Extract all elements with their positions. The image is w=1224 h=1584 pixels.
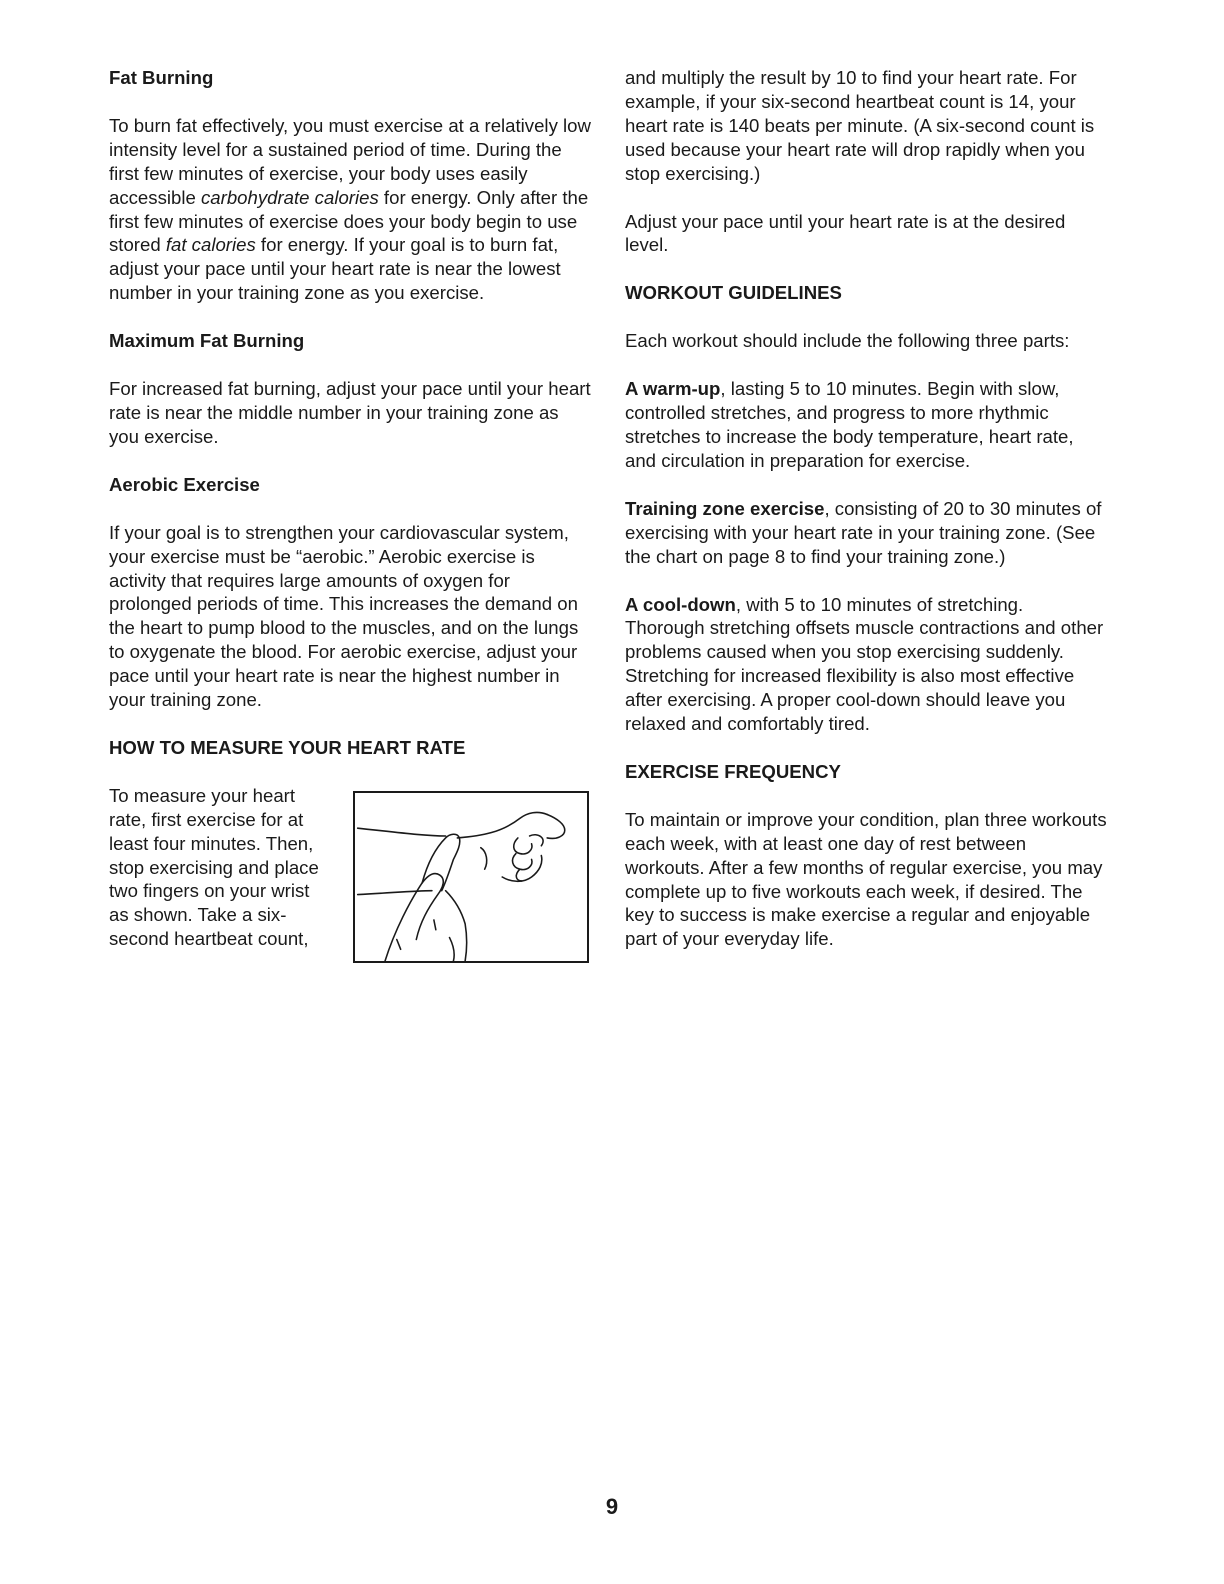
fat-burning-text-3: for energy. If your goal is to burn fat, adjust your pace until your heart rate is near the lowest number in your training zone as you exercise. [109, 234, 561, 304]
fat-burning-text-1: To burn fat effectively, you must exercise at a relatively low intensity level for a sustained period of time. During the first few minutes of exercise, your body uses easily accessible [109, 114, 591, 208]
right-column [625, 66, 1107, 975]
fat-burning-paragraph [109, 114, 591, 305]
wrist-pulse-illustration [353, 791, 589, 963]
training-zone-term: Training zone exercise [625, 497, 825, 519]
heart-rate-continued-paragraph: and multiply the result by 10 to find your heart rate. For example, if your six-second heartbeat count is 14, your heart rate is 140 beats per minute. (A six-second count is used because your heart rate will drop rapidly when you stop exercising.) [625, 67, 1095, 184]
fat-calories-term: fat calories [165, 234, 256, 256]
aerobic-exercise-heading: Aerobic Exercise [109, 473, 260, 495]
cooldown-paragraph [625, 593, 1107, 736]
heart-rate-heading: HOW TO MEASURE YOUR HEART RATE [109, 736, 466, 758]
heart-rate-block [109, 784, 591, 974]
aerobic-exercise-paragraph: If your goal is to strengthen your cardiovascular system, your exercise must be “aerobic.” Aerobic exercise is activity that requires large amounts of oxygen for prolonged periods of time. This increases the demand on the heart to pump blood to the muscles, and on the lungs to oxygenate the blood. For aerobic exercise, adjust your pace until your heart rate is near the highest number in your training zone. [109, 521, 579, 711]
training-zone-text: , consisting of 20 to 30 minutes of exercising with your heart rate in your training zone. (See the chart on page 8 to find your training zone.) [625, 497, 1102, 567]
max-fat-burning-heading: Maximum Fat Burning [109, 330, 305, 352]
carbohydrate-calories-term: carbohydrate calories [200, 186, 379, 208]
hand-on-wrist-icon [355, 793, 587, 961]
adjust-pace-paragraph: Adjust your pace until your heart rate is at the desired level. [625, 210, 1066, 256]
cooldown-text: , with 5 to 10 minutes of stretching. Thorough stretching offsets muscle contractions and other problems caused when you stop exercising suddenly. Stretching for increased flexibility is also most effective after exercising. A proper cool-down should leave you relaxed and comfortably tired. [625, 593, 1104, 735]
heart-rate-paragraph: To measure your heart rate, first exercise for at least four minutes. Then, stop exercising and place two fingers on your wrist as shown. Take a six-second heartbeat count, [109, 784, 319, 950]
workout-guidelines-heading: WORKOUT GUIDELINES [625, 282, 842, 304]
warmup-paragraph [625, 377, 1107, 473]
warmup-text: , lasting 5 to 10 minutes. Begin with slow, controlled stretches, and progress to more rhythmic stretches to increase the body temperature, heart rate, and circulation in preparation for exercise. [625, 378, 1074, 471]
cooldown-term: A cool-down [625, 593, 736, 615]
page-number: 9 [605, 1494, 619, 1519]
max-fat-burning-paragraph: For increased fat burning, adjust your pace until your heart rate is near the middle number in your training zone as you exercise. [109, 378, 591, 447]
exercise-frequency-heading: EXERCISE FREQUENCY [625, 760, 841, 782]
left-column [109, 66, 591, 974]
warmup-term: A warm-up [625, 378, 721, 400]
exercise-frequency-paragraph: To maintain or improve your condition, plan three workouts each week, with at least one day of rest between workouts. After a few months of regular exercise, you may complete up to five workouts each week, if desired. The key to success is make exercise a regular and enjoyable part of your everyday life. [625, 808, 1107, 950]
fat-burning-heading: Fat Burning [109, 67, 214, 88]
workout-intro-paragraph: Each workout should include the following three parts: [625, 330, 1070, 352]
fat-burning-text-2: for energy. Only after the first few minutes of exercise does your body begin to use stored [109, 186, 589, 256]
training-zone-paragraph [625, 497, 1107, 569]
